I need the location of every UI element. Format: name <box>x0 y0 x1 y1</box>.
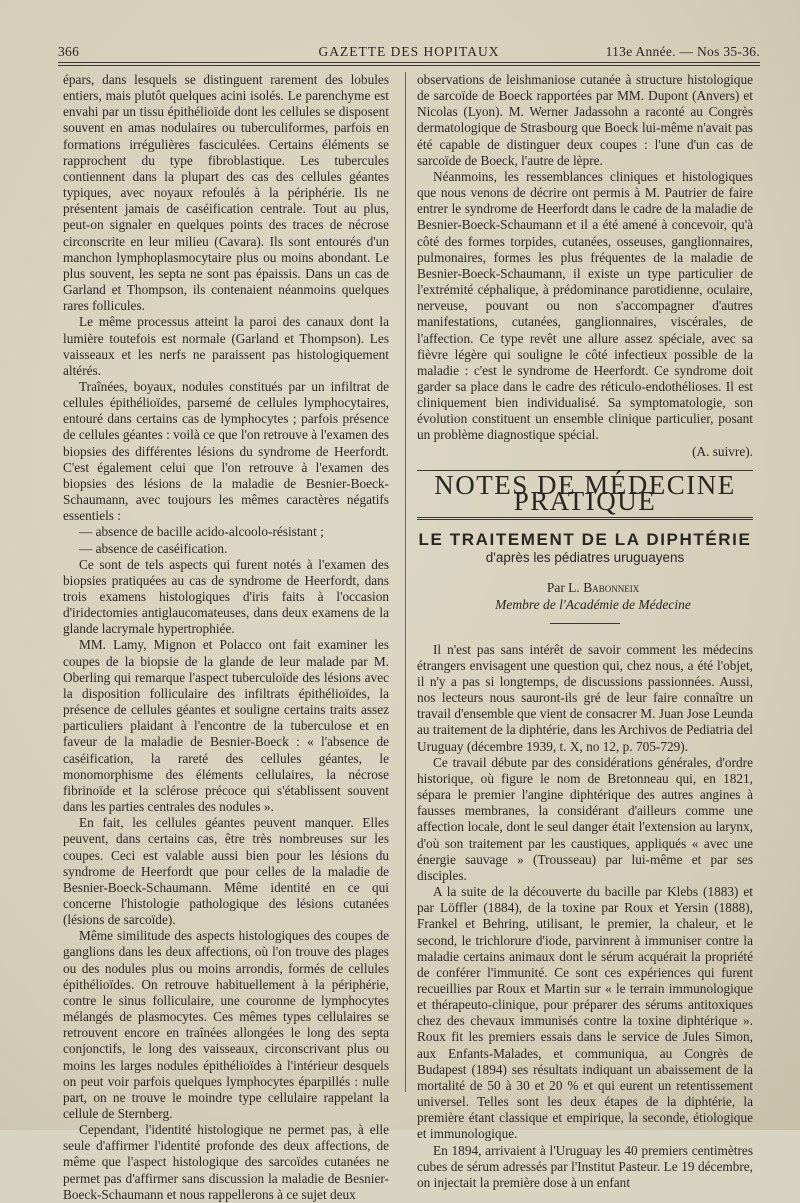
paragraph: Ce travail débute par des considérations générales, d'ordre historique, où figure le nom de Bretonneau qui, en 1821, sépara le premier l'angine diphtérique des autres angines à fausses membranes, la considérant d'ailleurs comme une affection locale, dont le seul danger était l'extension au larynx, d'où son traitement par les caustiques, appliqués « avec une énergie sauvage » (Trousseau) par lui-même et par ses disciples. <box>417 754 753 883</box>
page-header <box>58 40 760 60</box>
paragraph: Néanmoins, les ressemblances cliniques et histologiques que nous venons de décrire ont permis à M. Pautrier de faire entrer le syndrome de Heerfordt dans le cadre de la maladie de Besnier-Boeck-Schaumann et il a été amené à concevoir, qu'à côté des formes torpides, cutanées, osseuses, ganglionnaires, pulmonaires, formes les plus fréquentes de la maladie de Besnier-Boeck-Schaumann, il existe un type particulier de l'extrémité céphalique, à prédominance parotidienne, oculaire, nerveuse, pouvant ou non s'accompagner d'autres manifestations, cutanées, ganglionnaires, viscérales, de l'affection. Ce type revêt une allure assez spéciale, avec sa fièvre légère qui souligne le côté infectieux possible de la maladie : c'est le syndrome de Heerfordt. Ce syndrome doit garder sa place dans le cadre des réticulo-endothélioses. Il est cliniquement bien individualisé. Sa symptomatologie, son évolution constituent un ensemble clinique particulier, posant un problème diagnostique spécial. <box>417 168 753 443</box>
left-column <box>63 72 389 1203</box>
paragraph: épars, dans lesquels se distinguent rarement des lobules entiers, mais plutôt quelques acini isolés. Le parenchyme est envahi par un tissu épithélioïde dont les cellules se disposent souvent en amas nodulaires ou tuberculiformes, parfois en formations irrégulières fasciculées. Certains éléments se rapprochent du type fibroblastique. Les tubercules contiennent dans la plupart des cas des cellules géantes typiques, avec noyaux refoulés à la périphérie. Ils ne présentent jamais de caséification centrale. Tout au plus, peut-on signaler en quelques points des traces de nécrose circonscrite en leur milieu (Cavara). Ils sont entourés d'un manchon lymphoplasmocytaire plus ou moins abondant. Le plus souvent, les septa ne sont pas épaissis. Dans un cas de Garland et Thompson, ils contenaient néanmoins quelques rares follicules. <box>63 72 389 314</box>
journal-title: GAZETTE DES HOPITAUX <box>318 44 500 59</box>
article-title: LE TRAITEMENT DE LA DIPHTÉRIE <box>418 530 752 550</box>
paragraph: MM. Lamy, Mignon et Polacco ont fait examiner les coupes de la biopsie de la glande de leur malade par M. Oberling qui remarque l'aspect tuberculoïde des lésions avec la disposition folliculaire des infiltrats épithélioïdes, la présence de cellules géantes et souligne certains traits assez particuliers plaidant à l'encontre de la tuberculose et en faveur de la maladie de Besnier-Boeck : « l'absence de caséification, la rareté des cellules géantes, le monomorphisme des éléments cellulaires, la nécrose fibrinoïde et la sclérose précoce qui s'établissent souvent dans les parties centrales des nodules ». <box>63 637 389 815</box>
right-column <box>417 72 753 1191</box>
paragraph: Ce sont de tels aspects qui furent notés à l'examen des biopsies pratiquées au cas de syndrome de Heerfordt, dans trois examens histologiques d'iris faits à l'occasion d'iridectomies antiglaucomateuses, dans deux examens de la glande lacrymale hypertrophiée. <box>63 556 389 637</box>
paragraph: Cependant, l'identité histologique ne permet pas, à elle seule d'affirmer l'identité profonde des deux affections, de même que l'aspect histologique des sarcoïdes cutanées ne permet pas d'affirmer sans discussion la maladie de Besnier-Boeck-Schaumann et nous rappellerons à ce sujet deux <box>63 1122 389 1202</box>
list-item: — absence de caséification. <box>79 540 228 556</box>
article-subtitle: d'après les pédiatres uruguayens <box>485 550 685 566</box>
paragraph: En fait, les cellules géantes peuvent manquer. Elles peuvent, dans certains cas, être très nombreuses sur les coupes. Ceci est valable aussi bien pour les lésions du syndrome de Heerfordt que pour celles de la maladie de Besnier-Boeck-Schaumann. Même identité en ce qui concerne l'histologie pathologique des lésions cutanées (lésions de sarcoïde). <box>63 815 389 928</box>
paragraph: Traînées, boyaux, nodules constitués par un infiltrat de cellules épithélioïdes, parsemé de cellules lymphocytaires, entouré dans certains cas de lymphocytes ; parfois présence de cellules géantes : voilà ce que l'on retrouve à l'examen des biopsies des différentes lésions du syndrome de Heerfordt. C'est également celui que l'on retrouve à l'examen des biopsies des lésions de la maladie de Besnier-Boeck-Schaumann, avec toujours les mêmes caractères négatifs essentiels : <box>63 378 389 524</box>
paragraph: En 1894, arrivaient à l'Uruguay les 40 premiers centimètres cubes de sérum adressés par l'Institut Pasteur. Le 19 décembre, on injectait la première dose à un enfant <box>417 1142 753 1190</box>
short-rule <box>550 623 620 624</box>
paragraph: observations de leishmaniose cutanée à structure histologique de sarcoïde de Boeck rapportées par MM. Dupont (Anvers) et Nicolas (Lyon). M. Werner Jadassohn a raconté au Congrès dermatologique de Strasbourg que Boeck lui-même n'avait pas été capable de distinguer deux coupes : l'une d'un cas de sarcoïde de Boeck, l'autre de lèpre. <box>417 72 753 168</box>
continuation-note: (A. suivre). <box>692 443 753 459</box>
paragraph: A la suite de la découverte du bacille par Klebs (1883) et par Löffler (1884), de la toxine par Roux et Yersin (1888), Frankel et Behring, utilisant, le premier, la chaleur, et le second, le trichlorure d'iode, parvinrent à immuniser contre la maladie certains animaux dont le sérum acquérait la propriété de conférer l'immunité. Ce sont ces expériences qui furent recueillies par Roux et Martin sur « le terrain immunologique et thérapeuto-clinique, pour préparer des sérums antitoxiques chez des chevaux immunisés contre la toxine diphtérique ». Roux fit les premiers essais dans le service de Jules Simon, aux Enfants-Malades, et communiqua, au Congrès de Budapest (1894) ses résultats indiquant un abaissement de la mortalité de 50 à 30 et 20 % et qui eurent un retentissement universel. Telles sont les deux étapes de la diphtérie, la première étant classique et empirique, la seconde, étiologique et immunologique. <box>417 884 753 1142</box>
issue-info: 113e Année. — Nos 35-36. <box>605 44 760 59</box>
byline-prefix: Par L. <box>546 580 580 596</box>
list-item: — absence de bacille acido-alcoolo-résistant ; <box>79 524 324 540</box>
paragraph: Il n'est pas sans intérêt de savoir comment les médecins étrangers envisagent une question qui, chez nous, a été l'objet, il n'y a pas si longtemps, de discussions passionnées. Aussi, nos lecteurs nous sauront-ils gré de leur faire connaître un travail d'ensemble que vient de consacrer M. Juan Jose Leunda au traitement de la diphtérie, dans les Archivos de Pediatria del Uruguay (décembre 1939, t. X, no 12, p. 705-729). <box>417 641 753 754</box>
paragraph: Le même processus atteint la paroi des canaux dont la lumière toutefois est normale (Garland et Thompson). Les vaisseaux et les nerfs ne paraissent pas histologiquement altérés. <box>63 314 389 378</box>
paragraph: Même similitude des aspects histologiques des coupes de ganglions dans les deux affections, où l'on trouve des plages ou des nodules plus ou moins arrondis, formés de cellules épithélioïdes. On retrouve habituellement à la périphérie, contre le sinus folliculaire, une couronne de lymphocytes mélangés de plasmocytes. Ces mêmes types cellulaires se retrouvent encore en traînées allongées le long des septa conjonctifs, le long des vaisseaux, circonscrivant plus ou moins les larges nodules épithélioïdes à l'intérieur desquels on peut voir parfois quelques lymphocytes éparpillés : nulle part, on ne trouve le moindre type cellulaire rappelant la cellule de Sternberg. <box>63 928 389 1121</box>
header-rule <box>58 62 760 66</box>
page-number: 366 <box>58 44 80 59</box>
author-name: Babonneix <box>583 580 640 596</box>
byline <box>417 580 753 596</box>
section-title: NOTES DE MÉDECINE PRATIQUE <box>417 470 753 520</box>
column-divider <box>405 72 406 1092</box>
author-affiliation: Membre de l'Académie de Médecine <box>495 596 691 612</box>
